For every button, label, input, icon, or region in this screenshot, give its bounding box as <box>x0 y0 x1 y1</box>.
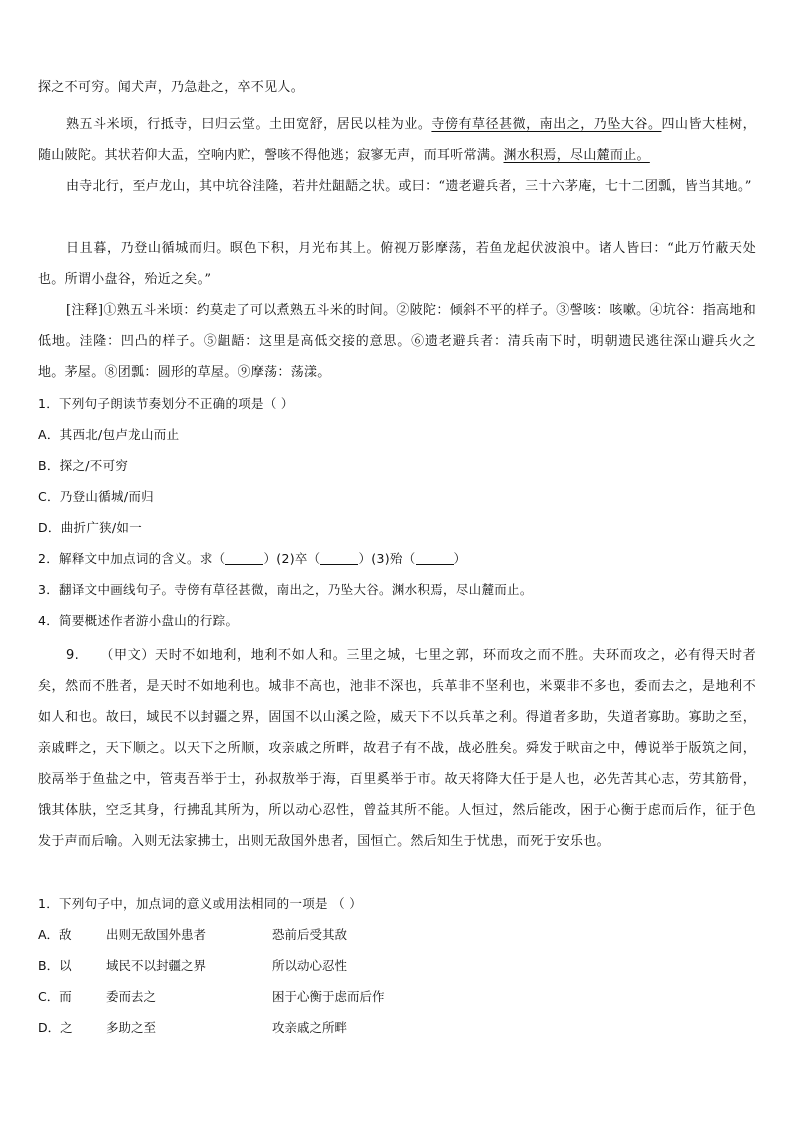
passage2-text: （甲文）天时不如地利，地利不如人和。三里之城，七里之郭，环而攻之而不胜。夫环而攻之，必有得天时者矣，然而不胜者，是天时不如地利也。城非不高也，池非不深也，兵革非不坚利也，米粟非不多也，委而去之，是地利不如人和也。故曰，域民不以封疆之界，固国不以山溪之险，威天下不以兵革之利。得道者多助，失道者寡助。寡助之至，亲戚畔之，天下顺之。以天下之所顺，攻亲戚之所畔，故君子有不战，战必胜矣。舜发于畎亩之中，傅说举于版筑之间，胶鬲举于鱼盐之中，管夷吾举于士，孙叔敖举于海，百里奚举于市。故天将降大任于是人也，必先苦其心志，劳其筋骨，饿其体肤，空乏其身，行拂乱其所为，所以动心忍性，曾益其所不能。人恒过，然后能改，困于心衡于虑而后作，征于色发于声而后喻。入则无法家拂士，出则无敌国外患者，国恒亡。然后知生于忧患，而死于安乐也。 <box>38 648 756 849</box>
q1-option-c: C．乃登山循城/而归 <box>38 489 154 504</box>
passage2 <box>38 640 756 857</box>
q1-prompt: 1．下列句子朗读节奏划分不正确的项是（ ） <box>38 396 294 411</box>
q2-1-option-a: A．敌 出则无敌国外患者 恐前后受其敌 <box>38 927 348 942</box>
para1-text-a: 熟五斗米顷，行抵寺，曰归云堂。土田宽舒，居民以桂为业。 <box>66 117 432 132</box>
passage1-note: [注释]①熟五斗米顷：约莫走了可以煮熟五斗米的时间。②陂陀：倾斜不平的样子。③謦咳：咳嗽。④坑谷：指高地和低地。洼隆：凹凸的样子。⑤龃龉：这里是高低交接的意思。⑥遗老避兵者：清兵南下时，明朝遗民逃往深山避兵火之地。茅屋。⑧团瓢：圆形的草屋。⑨摩荡：荡漾。 <box>38 303 756 380</box>
q2-1-option-b: B．以 域民不以封疆之界 所以动心忍性 <box>38 958 348 973</box>
q4-prompt: 4．简要概述作者游小盘山的行踪。 <box>38 613 239 628</box>
q2-1-option-d: D．之 多助之至 攻亲戚之所畔 <box>38 1020 348 1035</box>
para1-text-b: 四山皆大桂树，随山陂陀。其状若仰大盂，空响内贮，謦咳不得他逃；寂寥无声，而耳听常满。 <box>38 117 756 163</box>
q1-option-b: B．探之/不可穷 <box>38 458 129 473</box>
para1-underlined-2: 渊水积焉，尽山麓而止。 <box>503 148 650 163</box>
q3-prompt: 3．翻译文中画线句子。寺傍有草径甚微，南出之，乃坠大谷。渊水积焉，尽山麓而止。 <box>38 582 533 597</box>
passage1-para2: 由寺北行，至卢龙山，其中坑谷洼隆，若井灶龃龉之状。或曰：“遗老避兵者，三十六茅庵，七十二团瓢，皆当其地。” <box>66 179 752 194</box>
para1-underlined-1: 寺傍有草径甚微，南出之，乃坠大谷。 <box>431 117 662 132</box>
q1-option-a: A．其西北/包卢龙山而止 <box>38 427 180 442</box>
answer-blank-3[interactable] <box>416 550 454 565</box>
passage2-number: 9. <box>66 648 80 663</box>
answer-blank-2[interactable] <box>320 550 358 565</box>
passage1-para3: 日且暮，乃登山循城而归。暝色下积，月光布其上。俯视万影摩荡，若鱼龙起伏波浪中。诸人皆曰：“此万竹蔽天处也。所谓小盘谷，殆近之矣。” <box>38 241 756 287</box>
q2-1-prompt: 1．下列句子中，加点词的意义或用法相同的一项是 （ ） <box>38 896 363 911</box>
q2-1-option-c: C．而 委而去之 困于心衡于虑而后作 <box>38 989 385 1004</box>
q1-option-d: D．曲折广狭/如一 <box>38 520 143 535</box>
answer-blank-1[interactable] <box>225 550 263 565</box>
q2-prompt: 2．解释文中加点词的含义。求（ ）(2)卒（ ）(3)殆（ ） <box>38 551 467 566</box>
passage1-line0: 探之不可穷。闻犬声，乃急赴之，卒不见人。 <box>38 80 305 95</box>
passage1-para1 <box>38 109 756 171</box>
